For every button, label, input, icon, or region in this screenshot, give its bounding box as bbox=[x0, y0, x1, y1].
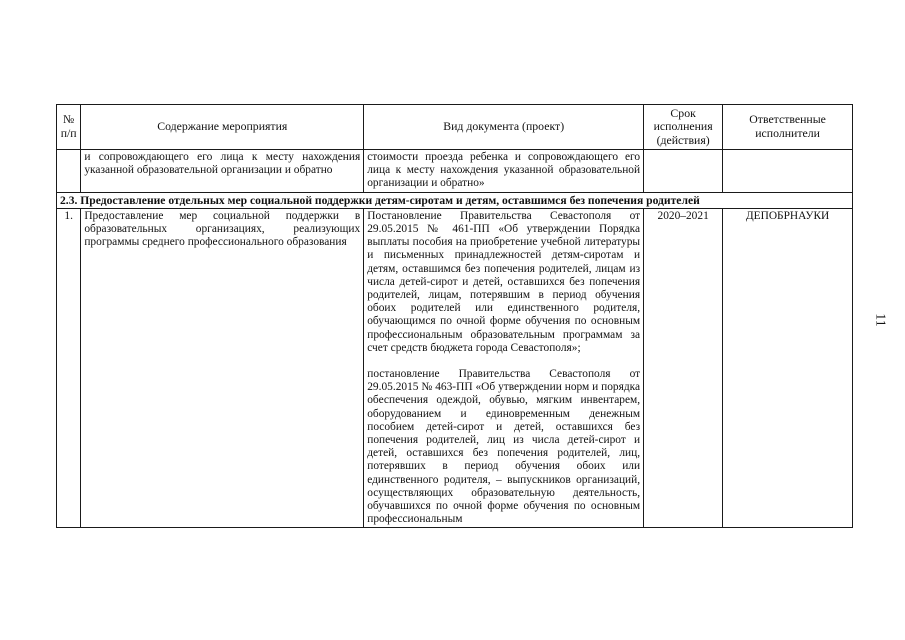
cell-content: Предоставление мер социальной поддержки в образовательных организациях, реализующих программы среднего профессионального образования bbox=[81, 208, 364, 528]
table-row bbox=[57, 208, 853, 528]
page-number: 11 bbox=[872, 313, 888, 327]
doc-paragraph-2: постановление Правительства Севастополя от 29.05.2015 № 463-ПП «Об утверждении норм и порядка обеспечения одеждой, обувью, мягким инвентарем, оборудованием и единовременным денежным пособием детей-сирот и детей, оставшихся без попечения родителей, лиц из числа детей-сирот и детей, оставшихся без попечения родителей, лиц, потерявших в период обучения обоих или единственного родителя, – выпускников организаций, осуществляющих образовательную деятельность, обучавшихся по очной форме обучения по основным профессиональным bbox=[367, 368, 641, 526]
paragraph-gap bbox=[367, 355, 640, 368]
table-row bbox=[57, 150, 853, 193]
header-content: Содержание мероприятия bbox=[81, 105, 364, 150]
section-title: 2.3. Предоставление отдельных мер социальной поддержки детям-сиротам и детям, оставшимся без попечения родителей bbox=[57, 192, 853, 208]
cell-term: 2020–2021 bbox=[644, 208, 723, 528]
measures-table bbox=[56, 104, 853, 528]
cell-doc bbox=[364, 208, 644, 528]
header-responsible: Ответственные исполнители bbox=[723, 105, 853, 150]
cell-num bbox=[57, 150, 81, 193]
cell-num: 1. bbox=[57, 208, 81, 528]
cell-responsible: ДЕПОБРНАУКИ bbox=[723, 208, 853, 528]
table-header-row bbox=[57, 105, 853, 150]
header-num: № п/п bbox=[57, 105, 81, 150]
doc-paragraph-1: Постановление Правительства Севастополя от 29.05.2015 № 461-ПП «Об утверждении Порядка выплаты пособия на приобретение учебной литературы и письменных принадлежностей детям-сиротам и детям, оставшимся без попечения родителей, лицам из числа детей-сирот и детей, оставшихся без попечения родителей, лицам, потерявшим в период обучения обоих родителей или единственного родителя, обучающимся по очной форме обучения по основным профессиональным образовательным программам за счет средств бюджета города Севастополя»; bbox=[367, 209, 641, 354]
cell-content: и сопровождающего его лица к месту нахождения указанной образовательной организации и обратно bbox=[81, 150, 364, 193]
cell-doc: стоимости проезда ребенка и сопровождающего его лица к месту нахождения указанной образовательной организации и обратно» bbox=[364, 150, 644, 193]
cell-responsible bbox=[723, 150, 853, 193]
header-term: Срок исполнения (действия) bbox=[644, 105, 723, 150]
cell-term bbox=[644, 150, 723, 193]
section-row bbox=[57, 192, 853, 208]
header-doc: Вид документа (проект) bbox=[364, 105, 644, 150]
